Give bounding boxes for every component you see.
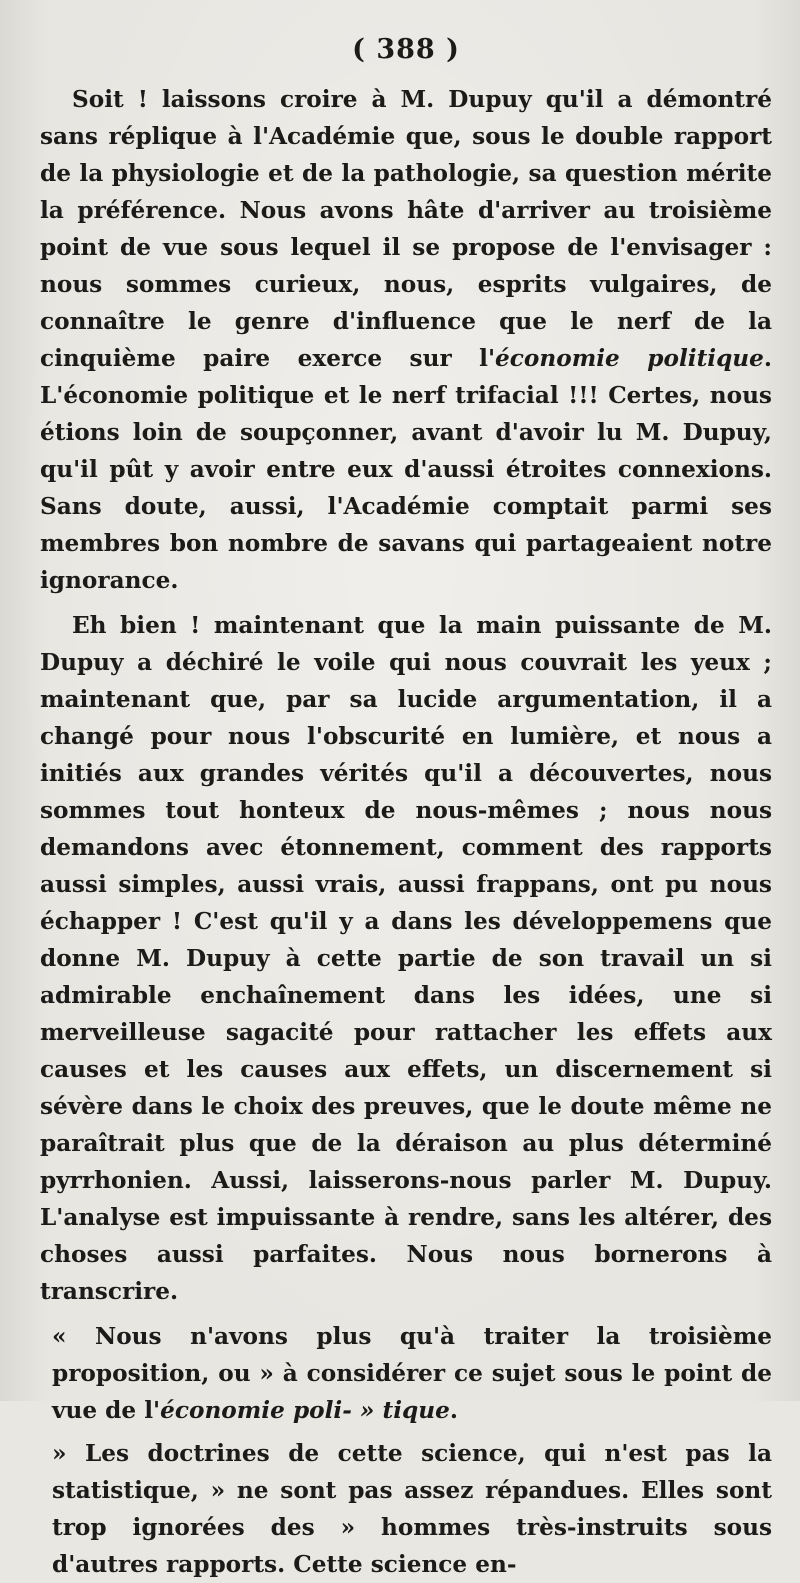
paragraph-3-emphasis: économie poli- » tique bbox=[160, 1397, 450, 1424]
paragraph-1-emphasis: économie politique bbox=[495, 345, 764, 372]
page-number: ( 388 ) bbox=[352, 34, 460, 65]
paragraph-3-quote bbox=[40, 1318, 772, 1429]
paragraph-3-text-a: « Nous n'avons plus qu'à traiter la troisième proposition, ou » à considérer ce sujet sous le point de vue de l' bbox=[52, 1323, 772, 1424]
paragraph-2-text-a: Eh bien ! maintenant que la main puissante de M. Dupuy a déchiré le voile qui nous couvrait les yeux ; maintenant que, par sa lucide argumentation, il a changé pour nous l'obscurité en lumière, et nous a initiés aux grandes vérités qu'il a découvertes, nous sommes tout honteux de nous-mêmes ; nous nous demandons avec étonnement, comment des rapports aussi simples, aussi vrais, aussi frappans, ont pu nous échapper ! C'est qu'il y a dans les développemens que donne M. Dupuy à cette partie de son travail un si admirable enchaînement dans les idées, une si merveilleuse sagacité pour rattacher les effets aux causes et les causes aux effets, un discernement si sévère dans le choix des preuves, que le doute même ne paraîtrait plus que de la déraison au plus déterminé pyrrhonien. Aussi, laisserons-nous parler M. Dupuy. L'analyse est impuissante à rendre, sans les altérer, des choses aussi parfaites. Nous nous bornerons à transcrire. bbox=[40, 612, 772, 1305]
paragraph-4-quote bbox=[40, 1435, 772, 1583]
body-text bbox=[40, 81, 772, 1583]
paragraph-4-text-a: » Les doctrines de cette science, qui n'est pas la statistique, » ne sont pas assez répandues. Elles sont trop ignorées des » hommes très-instruits sous d'autres rapports. Cette science en- bbox=[52, 1440, 772, 1578]
paragraph-1-text-b: . L'économie politique et le nerf trifacial !!! Certes, nous étions loin de soupçonner, avant d'avoir lu M. Dupuy, qu'il pût y avoir entre eux d'aussi étroites connexions. Sans doute, aussi, l'Académie comptait parmi ses membres bon nombre de savans qui partageaient notre ignorance. bbox=[40, 345, 772, 594]
paragraph-1-text-a: Soit ! laissons croire à M. Dupuy qu'il a démontré sans réplique à l'Académie que, sous le double rapport de la physiologie et de la pathologie, sa question mérite la préférence. Nous avons hâte d'arriver au troisième point de vue sous lequel il se propose de l'envisager : nous sommes curieux, nous, esprits vulgaires, de connaître le genre d'influence que le nerf de la cinquième paire exerce sur l' bbox=[40, 86, 772, 372]
paragraph-2 bbox=[40, 607, 772, 1310]
paragraph-3-text-b: . bbox=[449, 1397, 458, 1424]
paragraph-1 bbox=[40, 81, 772, 599]
